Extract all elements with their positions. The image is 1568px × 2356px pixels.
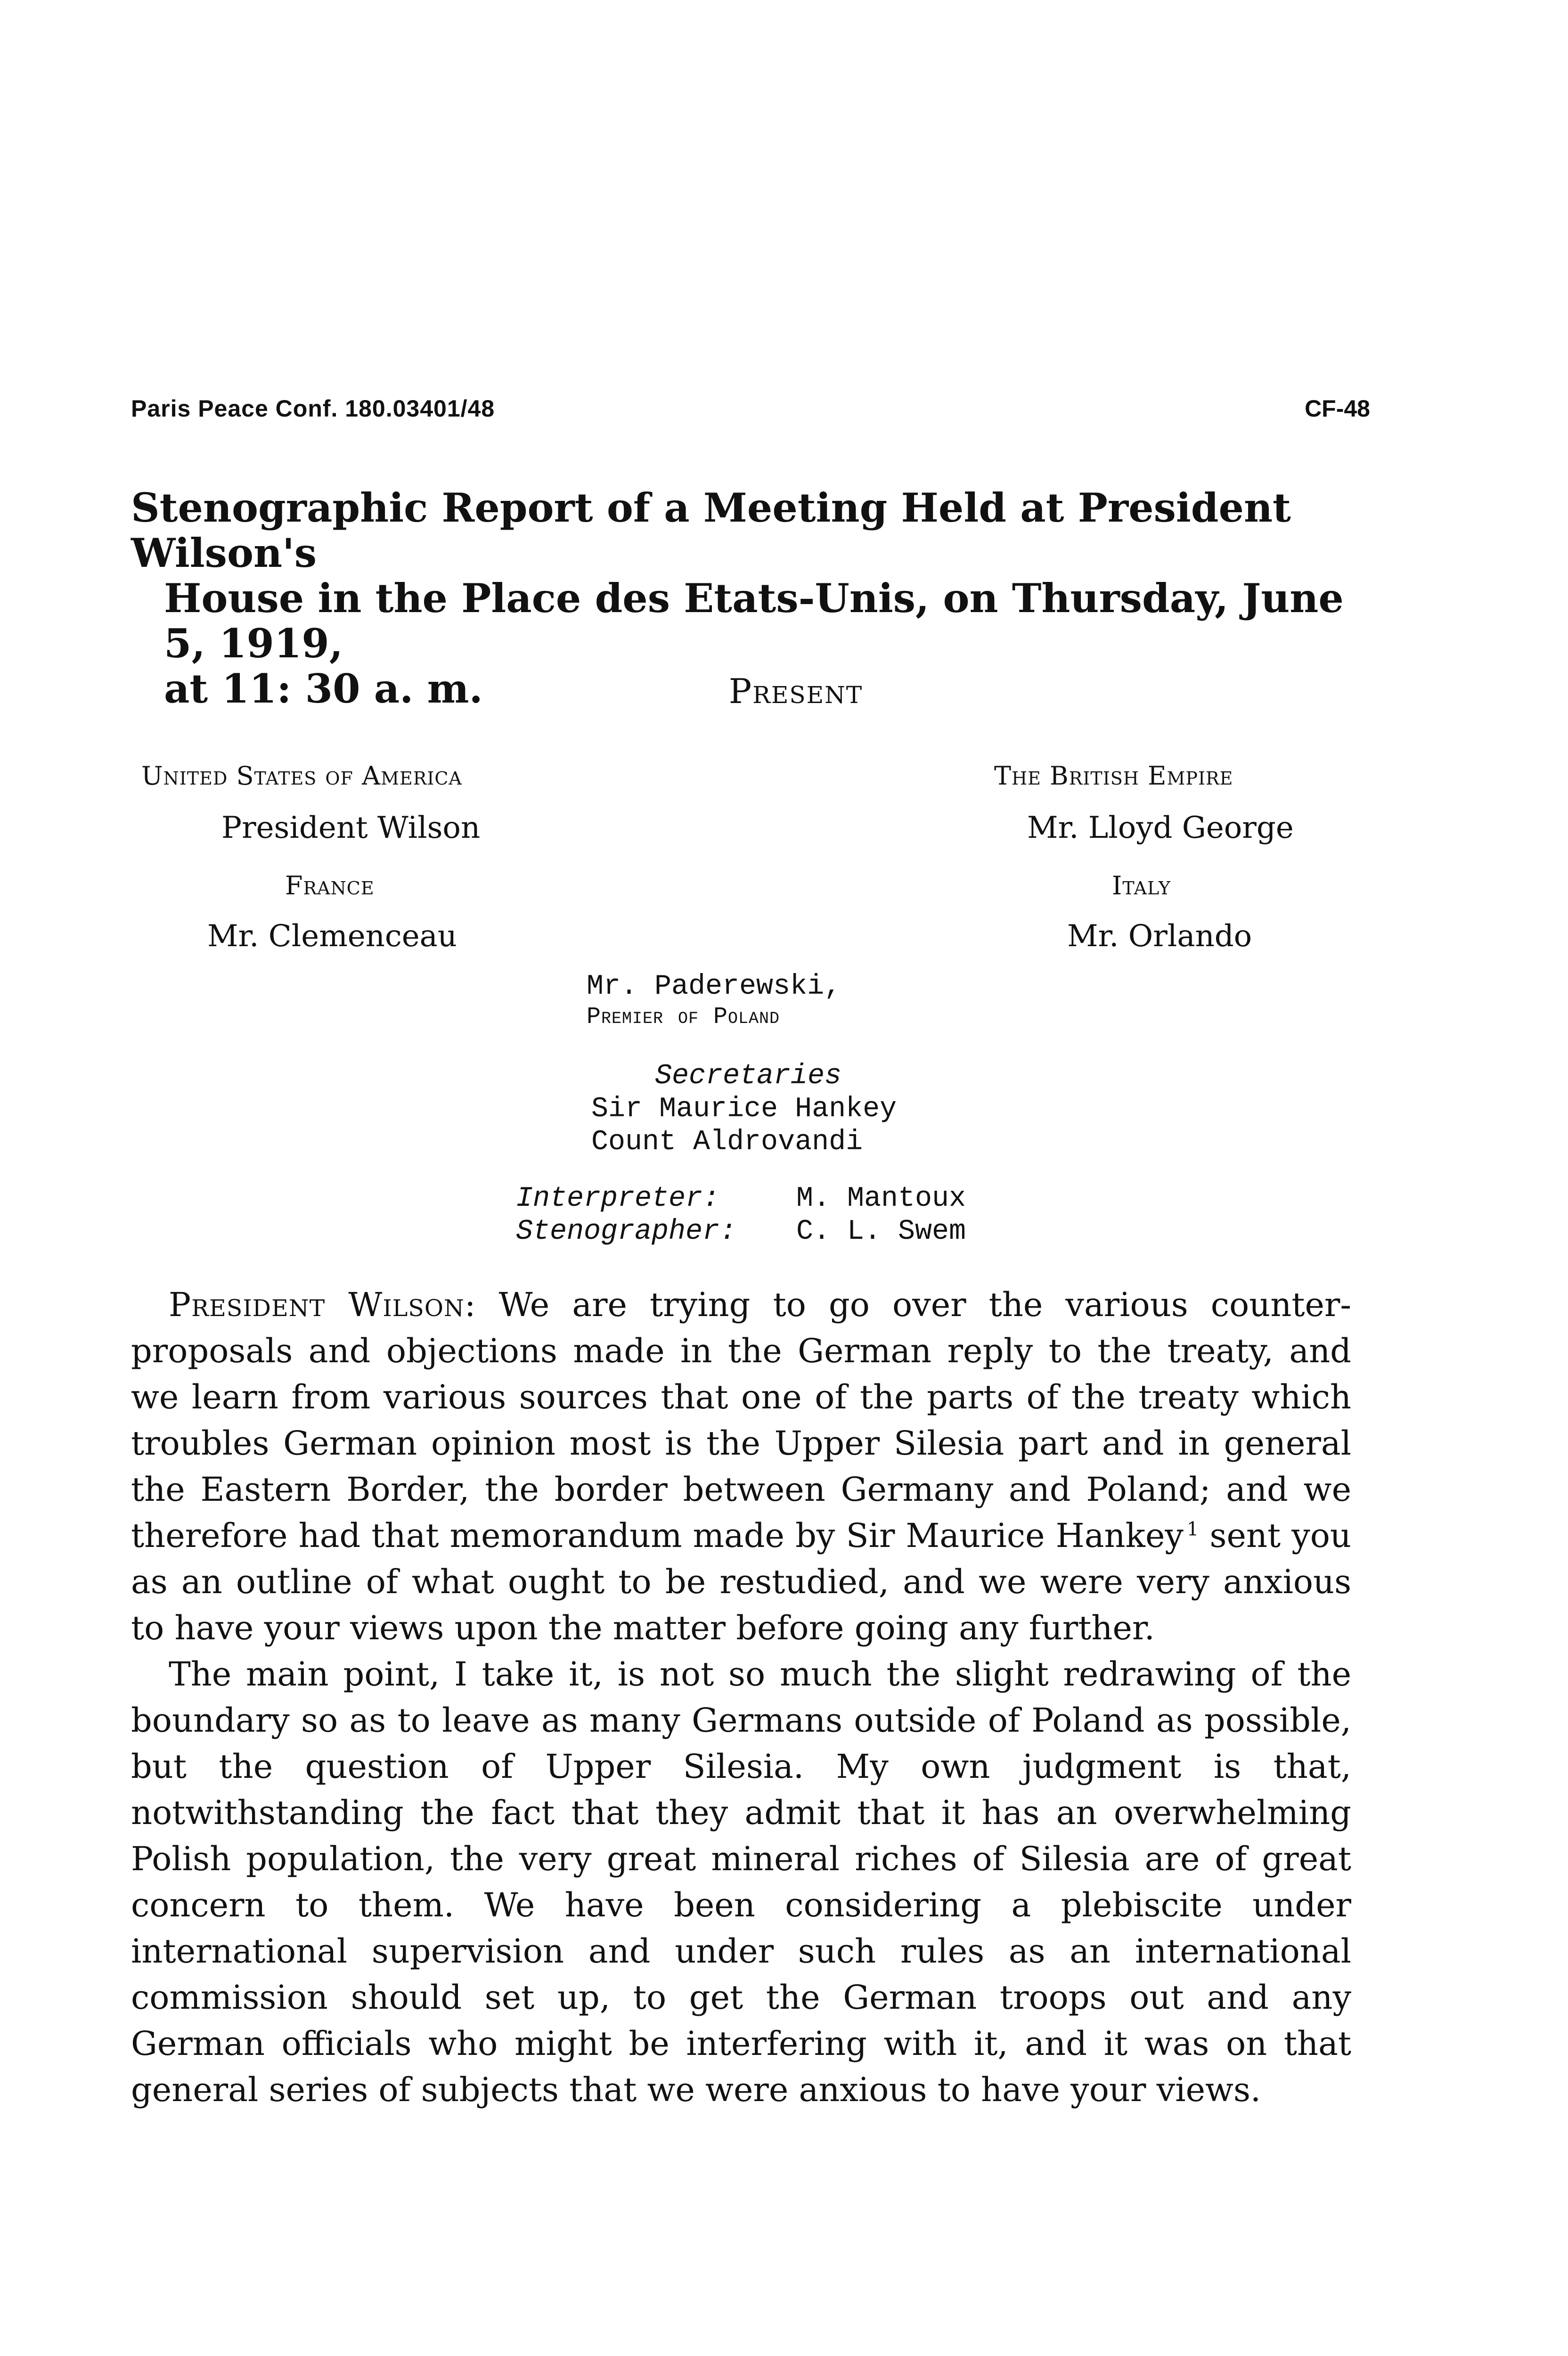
title-line-1: Stenographic Report of a Meeting Held at President Wilson's — [131, 484, 1291, 576]
person-lloyd-george: Mr. Lloyd George — [1027, 810, 1294, 845]
role-premier-of-poland: Premier of Poland — [587, 1004, 780, 1031]
title-line-3: at 11: 30 a. m. — [164, 665, 483, 712]
stenographer-name: C. L. Swem — [796, 1216, 966, 1248]
person-paderewski: Mr. Paderewski, — [587, 971, 841, 1003]
speaker-label: President Wilson: — [169, 1285, 476, 1324]
country-france: France — [285, 871, 375, 900]
interpreter-label: Interpreter: — [516, 1183, 720, 1215]
country-british-empire: The British Empire — [994, 761, 1233, 791]
paragraph-1-text-a: We are trying to go over the various counter-proposals and objections made in the German reply to the treaty, and we learn from various sources that one of the parts of the treaty which troubles German opinion most is the Upper Silesia part and in general the Eastern Border, the border between Germany and Poland; and we therefore had that memorandum made by Sir Maurice Hankey — [131, 1285, 1351, 1555]
present-heading: Present — [728, 671, 863, 711]
paragraph-2: The main point, I take it, is not so much the slight redrawing of the boundary so as to leave as many Germans outside of Poland as possible, but the question of Upper Silesia. My own judgment is that, notwithstanding the fact that they admit that it has an overwhelming Polish population, the very great mineral riches of Silesia are of great concern to them. We have been considering a plebiscite under international supervision and under such rules as an international commission should set up, to get the German troops out and any German officials who might be interfering with it, and it was on that general series of subjects that we were anxious to have your views. — [131, 1655, 1351, 2109]
file-reference: Paris Peace Conf. 180.03401/48 — [131, 395, 495, 422]
paragraph-1-text-b: sent you as an outline of what ought to be restudied, and we were very anxious to have your views upon the matter before going any further. — [131, 1516, 1351, 1647]
stenographer-label: Stenographer: — [516, 1216, 737, 1248]
body-text — [131, 1282, 1351, 2113]
person-orlando: Mr. Orlando — [1067, 919, 1252, 954]
document-code: CF-48 — [1305, 395, 1370, 422]
country-united-states: United States of America — [141, 761, 462, 791]
secretary-aldrovandi: Count Aldrovandi — [591, 1126, 863, 1158]
title-line-2: House in the Place des Etats-Unis, on Thursday, June 5, 1919, — [164, 575, 1344, 667]
country-italy: Italy — [1112, 871, 1171, 900]
person-clemenceau: Mr. Clemenceau — [207, 919, 457, 954]
interpreter-name: M. Mantoux — [796, 1183, 966, 1215]
secretary-hankey: Sir Maurice Hankey — [591, 1093, 897, 1125]
paragraph-1 — [131, 1282, 1351, 1651]
secretaries-heading: Secretaries — [655, 1060, 842, 1092]
person-president-wilson: President Wilson — [221, 810, 481, 845]
footnote-reference: 1 — [1186, 1518, 1199, 1540]
